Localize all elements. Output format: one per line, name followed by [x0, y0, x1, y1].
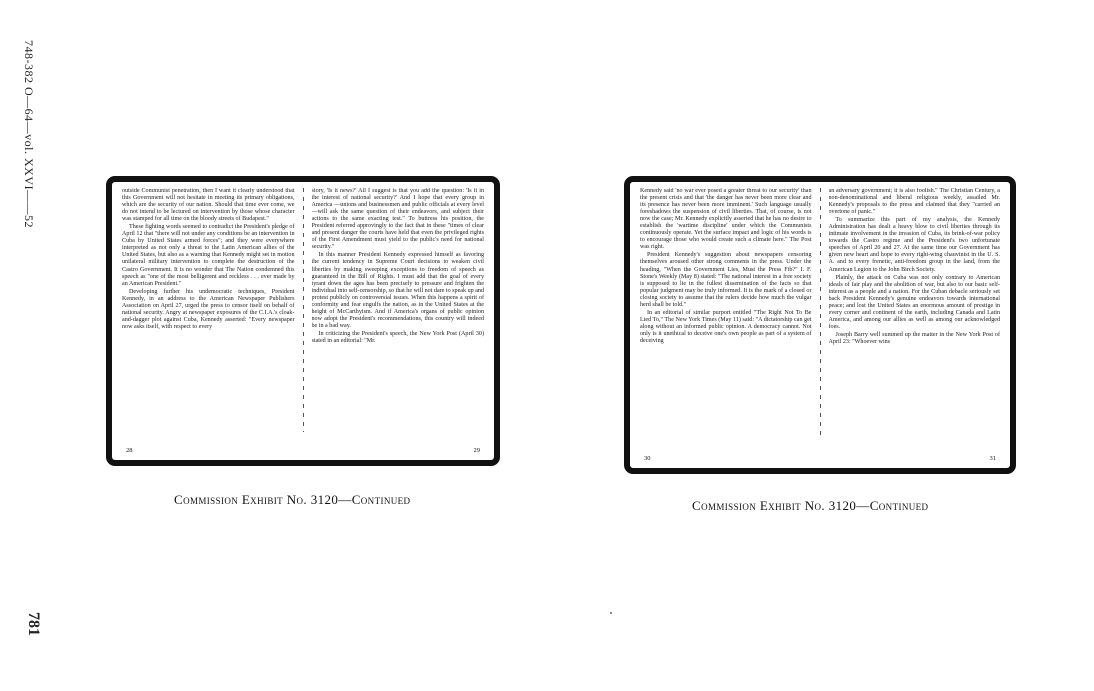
paragraph: In an editorial of similar purport entitled "The Right Not To Be Lied To," The New York Times (May 11) said: "A dictatorship can get along without an informed public opinion. A democracy cannot. Not only is it unethical to deceive one's own people as part of a system of deceiving	[640, 309, 812, 344]
paragraph: Joseph Barry well summed up the matter in the New York Post of April 23: "Whoever wins	[828, 331, 1000, 345]
paragraph: Kennedy said 'no war ever posed a greater threat to our security' than the present crisis and that 'the danger has never been more clear and its presence has never been more imminent.' Such language usually foreshadows the suspension of civil liberties. That, of course, is not now the case; Mr. Kennedy explicitly asserted that he has no desire to establish the 'wartime discipline' under which the Communists continuously operate. Yet the surface impact and logic of his words is to encourage those who would create such a climate here." The Post was right.	[640, 188, 812, 251]
scan-speck	[610, 612, 612, 614]
page-29-text	[312, 188, 485, 432]
margin-label: 748-382 O—64—vol. XXVI——52	[22, 40, 36, 228]
folio-left: 30	[644, 455, 651, 462]
page-28-text	[122, 188, 295, 432]
exhibit-pages-30-31	[624, 176, 1016, 474]
page-31-text	[829, 188, 1001, 440]
paragraph: These fighting words seemed to contradict the President's pledge of April 12 that "there will not under any conditions be an intervention in Cuba by United States armed forces"; and they were everywhere interpreted as not only a threat to the Latin American allies of the United States, but also as a warning that Kennedy might set in motion unilateral military intervention to complete the destruction of the Castro Government. It is no wonder that The Nation condemned this speech as "one of the most belligerent and reckless . . . ever made by an American President."	[122, 224, 295, 287]
page-number: 781	[25, 612, 42, 636]
paragraph: an adversary government; it is also foolish." The Christian Century, a non-denominational and liberal religious weekly, assailed Mr. Kennedy's proposals to the press and claimed that they "carried an overtone of panic."	[828, 188, 1000, 216]
paragraph: In criticizing the President's speech, the New York Post (April 30) stated in an editorial: "Mr.	[311, 330, 484, 344]
exhibit-caption: Commission Exhibit No. 3120—Continued	[174, 492, 411, 507]
paragraph: President Kennedy's suggestion about newspapers censoring themselves aroused other strong comments in the press. Under the heading, "When the Government Lies, Must the Press Fib?" I. F. Stone's Weekly (May 8) stated: "The national interest in a free society is supposed to lie in the fullest dissemination of the facts so that popular judgment may be truly informed. It is the mark of a closed or closing society to assume that the rulers decide how much the vulgar herd shall be told."	[640, 252, 812, 308]
paragraph: To summarize this part of my analysis, the Kennedy Administration has dealt a heavy blow to civil liberties through its intimate involvement in the invasion of Cuba, its brink-of-war policy towards the Castro regime and the President's two unfortunate speeches of April 20 and 27. At the same time our Government has given new heart and hope to every right-wing chauvinist in the U. S. A. and to every frenetic, anti-freedom group in the land, from the American Legion to the John Birch Society.	[828, 217, 1000, 273]
page-gutter	[820, 188, 821, 440]
paragraph: In this manner President Kennedy expressed himself as favoring the current tendency in Supreme Court decisions to weaken civil liberties by making sweeping exceptions to freedom of speech as guaranteed in the Bill of Rights. I must add that the goal of every tyrant down the ages has been precisely to pressure and frighten the individual into self-censorship, so that he will not dare to speak up and protest publicly on controversial issues. When this happens a spirit of conformity and fear engulfs the nation, as in the United States at the height of McCarthyism. And if America's organs of public opinion now adopt the President's recommendations, this country will indeed be in a bad way.	[311, 252, 484, 329]
paragraph: story, 'Is it news?' All I suggest is that you add the question: 'Is it in the interest of national security?' And I hope that every group in America —unions and businessmen and public officials at every level—will ask the same question of their endeavors, and subject their actions to the same exacting test." To buttress his position, the President referred approvingly to the fact that in these "times of clear and present danger the courts have held that even the privileged rights of the First Amendment must yield to the public's need for national security."	[311, 188, 484, 251]
exhibit-pages-28-29	[106, 176, 500, 466]
folio-right: 31	[989, 455, 996, 462]
paragraph: outside Communist penetration, then I want it clearly understood that this Government will not hesitate in meeting its primary obligations, which are the security of our nation. Should that time ever come, we do not intend to be lectured on intervention by those whose character was stamped for all time on the bloody streets of Budapest."	[122, 188, 295, 223]
folio-right: 29	[473, 447, 480, 454]
paragraph: Developing further his undemocratic techniques, President Kennedy, in an address to the American Newspaper Publishers Association on April 27, urged the press to censor itself on behalf of national security. Angry at newspaper exposures of the C.I.A.'s cloak-and-dagger plot against Cuba, Kennedy asserted: "Every newspaper now asks itself, with respect to every	[122, 288, 295, 330]
page-30-text	[640, 188, 812, 440]
paragraph: Plainly, the attack on Cuba was not only contrary to American ideals of fair play and the abolition of war, but also to our basic self-interest as a people and a nation. For the Cuban debacle seriously set back President Kennedy's genuine endeavors towards international peace; and lost the United States an enormous amount of prestige in every corner and continent of the earth, including Canada and Latin America, and among our allies as well as among our acknowledged foes.	[828, 274, 1000, 330]
page-gutter	[303, 188, 304, 432]
folio-left: 28	[126, 447, 133, 454]
exhibit-caption: Commission Exhibit No. 3120—Continued	[692, 498, 929, 513]
